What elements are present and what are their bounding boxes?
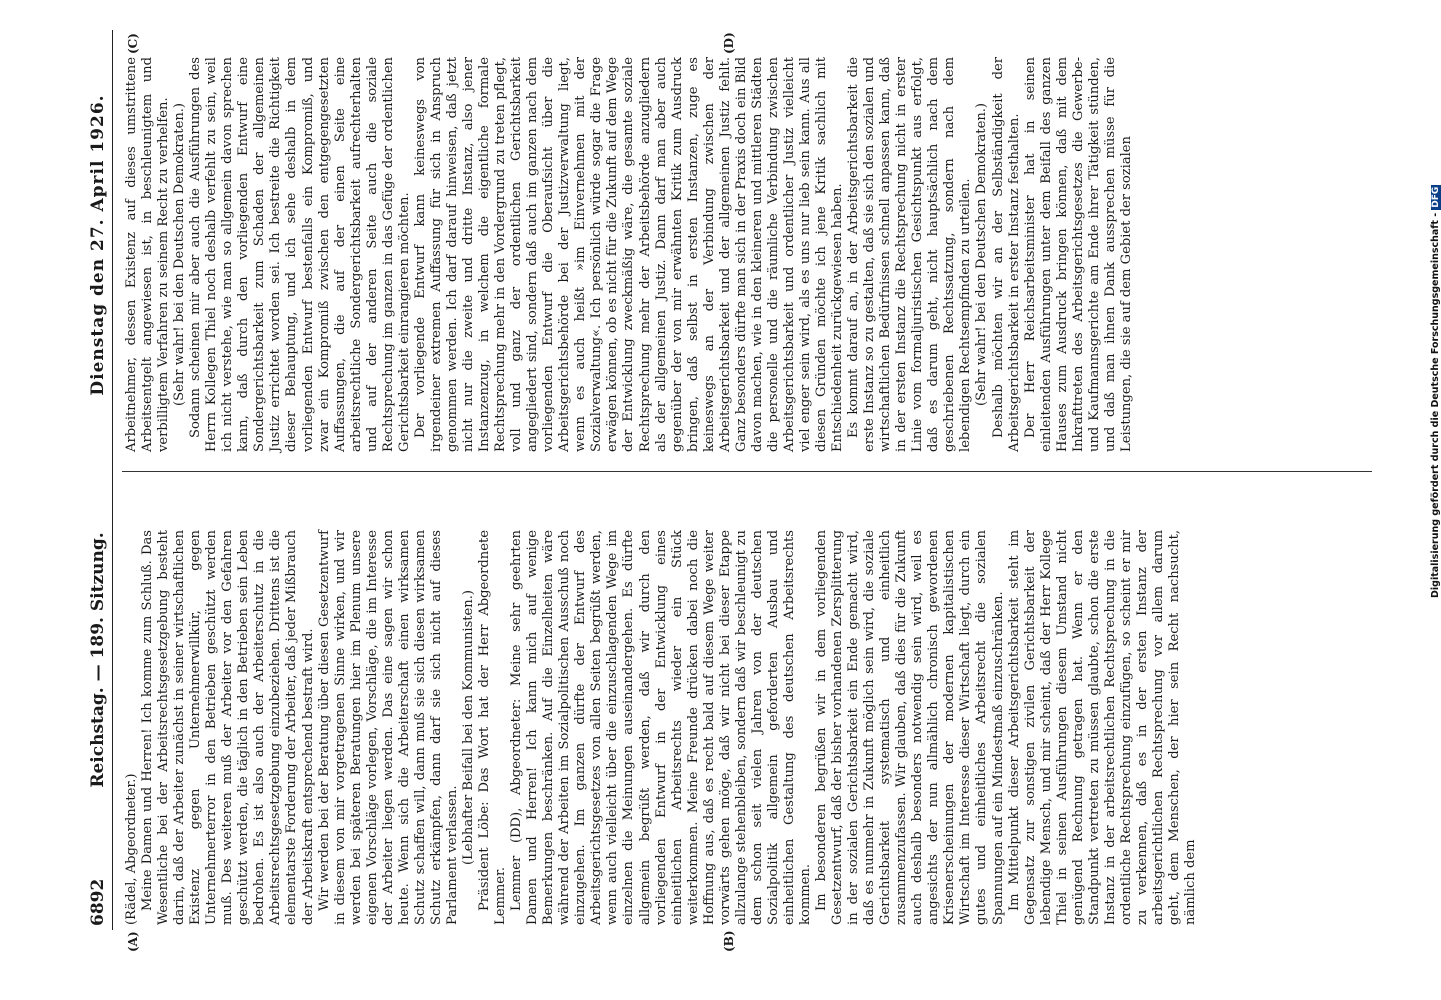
paragraph: Präsident Löbe: Das Wort hat der Herr Abgeordnete Lemmer.: [477, 530, 509, 925]
interjection: (Lebhafter Beifall bei den Kommunisten.): [460, 589, 476, 866]
margin-mark-b: (B): [722, 930, 736, 952]
margin-mark-a: (A): [126, 931, 140, 952]
paragraph: Meine Damen und Herren! Ich komme zum Schluß. Das Wesentliche bei der Arbeitsrechtsgesetzgebung besteht darin, daß der Arbeiter zunächst in seiner wirtschaftlichen Existenz gegen Unternehmerwillkür, gegen Unternehmerterror in den Betrieben geschützt werden muß. Des weiteren muß der Arbeiter vor den Gefahren geschützt werden, die täglich in den Betrieben sein Leben bedrohen. Es ist also auch der Arbeiterschutz in die Arbeitsrechtsgesetzgebung einzubeziehen. Drittens ist die elementarste Forderung der Arbeiter, daß jeder Mißbrauch der Arbeitskraft entsprechend bestraft wird.: [140, 530, 316, 925]
paragraph: (Rädel, Abgeordneter.): [124, 773, 139, 925]
margin-mark-c: (C): [126, 33, 140, 54]
paragraph: Wir werden bei der Beratung über diesen Gesetzentwurf in diesem von mir vorgetragenen Sinne wirken, und wir werden bei späteren Beratungen hier im Plenum unsere eigenen Vorschläge vorlegen, Vorschläge, die im Interesse der Arbeiter liegen werden. Das eine sagen wir schon heute. Wenn sich die Arbeiterschaft einen wirksamen Schutz schaffen will, dann muß sie sich diesen wirksamen Schutz erkämpfen, dann darf sie sich nicht auf dieses Parlament verlassen.: [316, 530, 460, 925]
funding-credit-text: Digitalisierung gefördert durch die Deutsche Forschungsgemeinschaft -: [1430, 212, 1441, 598]
column-divider: [122, 471, 1372, 472]
right-column: [124, 57, 1135, 452]
session-date: Dienstag den 27. April 1926.: [88, 94, 108, 396]
paragraph: Deshalb möchten wir an der Selbständigkeit der Arbeitsgerichtsbarkeit in erster Instanz festhalten.: [990, 57, 1022, 452]
page-header: [82, 30, 113, 930]
margin-mark-d: (D): [722, 32, 736, 54]
paragraph: Der Herr Reichsarbeitsminister hat in seinen einleitenden Ausführungen unter dem Beifall des ganzen Hauses zum Ausdruck bringen können, daß mit dem Inkrafttreten des Arbeitsgerichtsgesetzes die Gewerbe- und Kaufmannsgerichte am Ende ihrer Tätigkeit stünden, und daß man ihnen Dank aussprechen müsse für die Leistungen, die sie auf dem Gebiet der sozialen: [1022, 57, 1134, 452]
paragraph: Arbeitnehmer, dessen Existenz auf dieses umstrittene Arbeitsentgelt angewiesen ist, in beschleunigtem und verbilligtem Verfahren zu seinem Recht zu verhelfen.: [124, 57, 172, 452]
dfg-logo: DFG: [1431, 186, 1441, 208]
paragraph: Im besonderen begrüßen wir in dem vorliegenden Gesetzentwurf, daß der bisher vorhandenen Zersplitterung in der sozialen Gerichtsbarkeit ein Ende gemacht wird, daß es nunmehr in Zukunft möglich sein wird, die soziale Gerichtsbarkeit systematisch und einheitlich zusammenzufassen. Wir glauben, daß dies für die Zukunft auch deshalb besonders notwendig sein wird, weil es angesichts der nun allmählich chronisch gewordenen Krisenerscheinungen der modernen kapitalistischen Wirtschaft im Interesse dieser Wirtschaft liegt, durch ein gutes und einheitliches Arbeitsrecht die sozialen Spannungen auf ein Mindestmaß einzuschränken.: [814, 530, 1006, 925]
paragraph: Im Mittelpunkt dieser Arbeitsgerichtsbarkeit steht im Gegensatz zur sonstigen zivilen Gerichtsbarkeit der lebendige Mensch, und mir scheint, daß der Herr Kollege Thiel in seinen Ausführungen diesem Umstand nicht genügend Rechnung getragen hat. Wenn er den Standpunkt vertreten zu müssen glaubte, schon die erste Instanz in der arbeitsrechtlichen Rechtsprechung in die ordentliche Rechtsprechung einzufügen, so scheint er mir zu verkennen, daß es in der ersten Instanz der arbeitsgerichtlichen Rechtsprechung vor allem darum geht, dem Menschen, der hier sein Recht nachsucht, nämlich dem: [1006, 530, 1199, 925]
funding-credit: [1418, 8, 1441, 598]
paragraph: Es kommt darauf an, in der Arbeitsgerichtsbarkeit die erste Instanz so zu gestalten, daß sie sich den sozialen und wirtschaftlichen Bedürfnissen schnell anpassen kann, daß in der ersten Instanz die Rechtsprechung nicht in erster Linie vom formaljuristischen Gesichtspunkt aus erfolgt, daß es darum geht, nicht hauptsächlich nach dem geschriebenen Rechtssatzung, sondern nach dem lebendigen Rechtsempfinden zu urteilen.: [846, 57, 974, 452]
paragraph: Lemmer (DD), Abgeordneter: Meine sehr geehrten Damen und Herren! Ich kann mich auf wenige Bemerkungen beschränken. Auf die Einzelheiten wäre während der Arbeiten im Sozialpolitischen Ausschuß noch einzugehen. Im ganzen dürfte der Entwurf des Arbeitsgerichtsgesetzes von allen Seiten begrüßt werden, wenn auch vielleicht über die einzuschlagenden Wege im einzelnen die Meinungen auseinandergehen. Es dürfte allgemein begrüßt werden, daß wir durch den vorliegenden Entwurf in der Entwicklung eines einheitlichen Arbeitsrechts wieder ein Stück weiterkommen. Meine Freunde drücken dabei noch die Hoffnung aus, daß es recht bald auf diesem Wege weiter vorwärts gehen möge, daß wir nicht bei dieser Etappe allzulange stehenbleiben, sondern daß wir beschleunigt zu dem schon seit vielen Jahren von der deutschen Sozialpolitik allgemein geforderten Ausbau und einheitlichen Gestaltung des deutschen Arbeitsrechts kommen.: [509, 530, 813, 925]
document-page: [82, 30, 1382, 952]
left-column: [124, 530, 1199, 925]
interjection: (Sehr wahr! bei den Deutschen Demokraten.): [974, 102, 990, 407]
session-title: Reichstag. — 189. Sitzung.: [88, 532, 108, 788]
paragraph: Sodann scheinen mir aber auch die Ausführungen des Herrn Kollegen Thiel noch deshalb verfehlt zu sein, weil ich nicht verstehe, wie man so allgemein davon sprechen kann, daß durch den vorliegenden Entwurf eine Sondergerichtsbarkeit zum Schaden der allgemeinen Justiz errichtet worden sei. Ich bestreite die Richtigkeit dieser Behauptung, und ich sehe deshalb in dem vorliegenden Entwurf bestenfalls ein Kompromiß, und zwar ein Kompromiß zwischen den entgegengesetzten Auffassungen, die auf der einen Seite eine arbeitsrechtliche Sondergerichtsbarkeit aufrechterhalten und auf der anderen Seite auch die soziale Rechtsprechung im ganzen in das Gefüge der ordentlichen Gerichtsbarkeit einrangieren möchten.: [188, 57, 412, 452]
interjection: (Sehr wahr! bei den Deutschen Demokraten.): [172, 102, 188, 407]
page-number: 6892: [88, 878, 108, 926]
paragraph: Der vorliegende Entwurf kann keineswegs von irgendeiner extremen Auffassung für sich in Anspruch genommen werden. Ich darf darauf hinweisen, daß jetzt nicht nur die zweite und dritte Instanz, also jener Instanzenzug, in welchem die eigentliche formale Rechtsprechung mehr in den Vordergrund zu treten pflegt, voll und ganz der ordentlichen Gerichtsbarkeit angegliedert sind, sondern daß auch im ganzen nach dem vorliegenden Entwurf die Oberaufsicht über die Arbeitsgerichtsbehörde bei der Justizverwaltung liegt, wenn es auch heißt »im Einvernehmen mit der Sozialverwaltung«. Ich persönlich würde sogar die Frage erwägen können, ob es nicht für die Zukunft auf dem Wege der Entwicklung zweckmäßig wäre, die gesamte soziale Rechtsprechung mehr der Arbeitsbehörde anzugliedern als der allgemeinen Justiz. Dann darf man aber auch gegenüber der von mir erwähnten Kritik zum Ausdruck bringen, daß selbst in ersten Instanzen, zuge es keineswegs an der Verbindung zwischen der Arbeitsgerichtsbarkeit und der allgemeinen Justiz fehlt. Ganz besonders dürfte man sich in der Praxis doch ein Bild davon machen, wie in den kleineren und mittleren Städten die personelle und die räumliche Verbindung zwischen Arbeitsgerichtsbarkeit und ordentlicher Justiz vielleicht viel enger sein wird, als es uns nur lieb sein kann. Aus all diesen Gründen möchte ich jene Kritik sachlich mit Entschiedenheit zurückgewiesen haben.: [412, 57, 846, 452]
